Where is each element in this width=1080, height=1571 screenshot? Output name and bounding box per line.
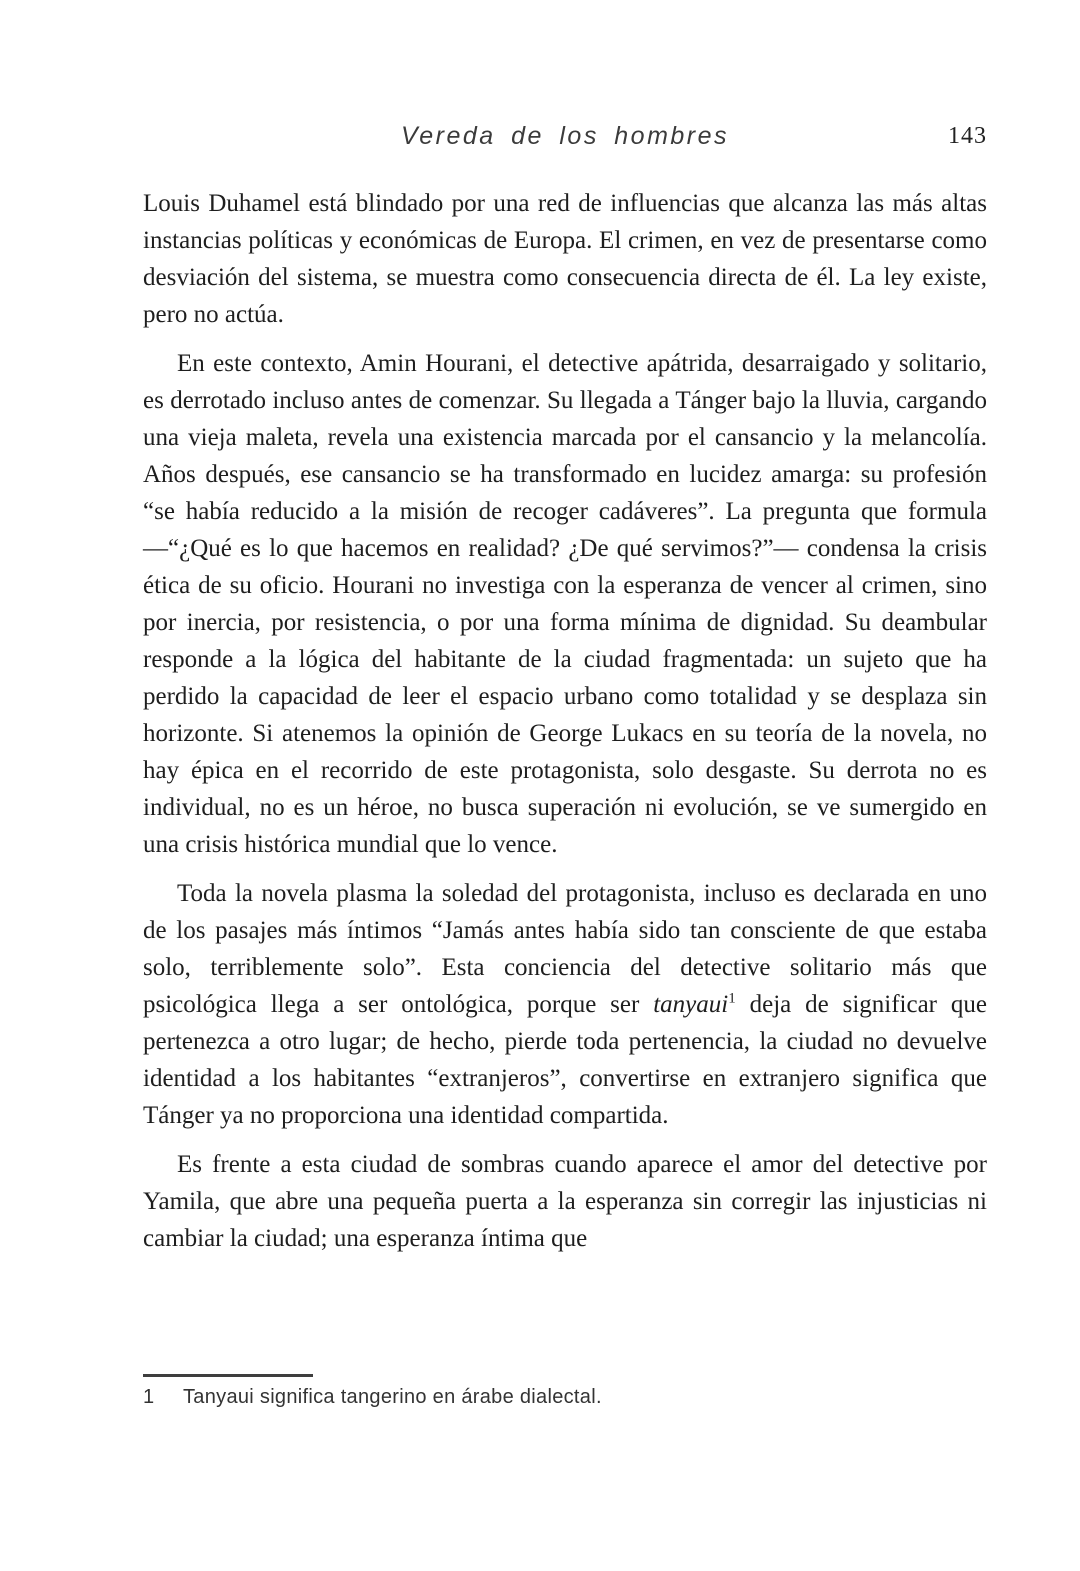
footnote-text: Tanyaui significa tangerino en árabe dialectal. bbox=[183, 1386, 602, 1408]
footnote-marker: 1 bbox=[728, 990, 736, 1007]
text-run: deja de significar que pertenezca a otro lugar; de hecho, pierde toda pertenencia, la ciudad no devuelve identidad a los habitantes “extranjeros”, convertirse en extranjero significa que Tánger ya no proporciona una identidad compartida. bbox=[143, 991, 987, 1129]
text-run: Es frente a esta ciudad de sombras cuando aparece el amor del detective por Yamila, que abre una pequeña puerta a la esperanza sin corregir las injusticias ni cambiar la ciudad; una esperanza íntima que bbox=[143, 1151, 987, 1252]
paragraph bbox=[143, 1146, 987, 1257]
footnote bbox=[143, 1386, 987, 1409]
paragraph bbox=[143, 345, 987, 863]
body-text bbox=[143, 185, 987, 1269]
footnote-number: 1 bbox=[143, 1386, 155, 1408]
page-header bbox=[143, 122, 987, 158]
text-run: En este contexto, Amin Hourani, el detective apátrida, desarraigado y solitario, es derrotado incluso antes de comenzar. Su llegada a Tánger bajo la lluvia, cargando una vieja maleta, revela una existencia marcada por el cansancio y la melancolía. Años después, ese cansancio se ha transformado en lucidez amarga: su profesión “se había reducido a la misión de recoger cadáveres”. La pregunta que formula —“¿Qué es lo que hacemos en realidad? ¿De qué servimos?”— condensa la crisis ética de su oficio. Hourani no investiga con la esperanza de vencer al crimen, sino por inercia, por resistencia, o por una forma mínima de dignidad. Su deambular responde a la lógica del habitante de la ciudad fragmentada: un sujeto que ha perdido la capacidad de leer el espacio urbano como totalidad y se desplaza sin horizonte. Si atenemos la opinión de George Lukacs en su teoría de la novela, no hay épica en el recorrido de este protagonista, solo desgaste. Su derrota no es individual, no es un héroe, no busca superación ni evolución, se ve sumergido en una crisis histórica mundial que lo vence. bbox=[143, 350, 987, 858]
footnote-separator-rule bbox=[143, 1374, 313, 1377]
paragraph bbox=[143, 185, 987, 333]
text-run: tanyaui bbox=[653, 991, 729, 1018]
text-run: Louis Duhamel está blindado por una red de influencias que alcanza las más altas instancias políticas y económicas de Europa. El crimen, en vez de presentarse como desviación del sistema, se muestra como consecuencia directa de él. La ley existe, pero no actúa. bbox=[143, 190, 987, 328]
page-number: 143 bbox=[948, 123, 987, 149]
running-head-title: Vereda de los hombres bbox=[400, 122, 730, 150]
footnote-area bbox=[143, 1374, 987, 1409]
text-run: Toda la novela plasma la soledad del protagonista, incluso es declarada en uno de los pasajes más íntimos “Jamás antes había sido tan consciente de que estaba solo, terriblemente solo”. Esta conciencia del detective solitario más que psicológica llega a ser ontológica, porque ser bbox=[143, 880, 987, 1018]
paragraph bbox=[143, 875, 987, 1134]
